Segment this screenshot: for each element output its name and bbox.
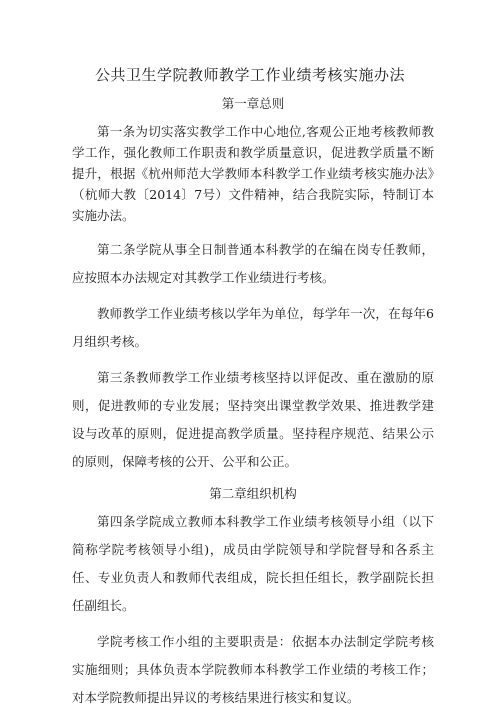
chapter-1-heading: 第一章总则 <box>221 96 285 111</box>
chapter-2-heading: 第二章组织机构 <box>209 486 297 501</box>
article-4-paragraph: 第四条学院成立教师本科教学工作业绩考核领导小组（以下简称学院考核领导小组)，成员由学院领导和学院督导和各系主任、专业负责人和教师代表组成，院长担任组长，教学副院长担任副组长。 <box>72 514 434 613</box>
working-group-duties-paragraph: 学院考核工作小组的主要职责是：依据本办法制定学院考核实施细则；具体负责本学院教师本科教学工作业绩的考核工作；对本学院教师提出异议的考核结果进行核实和复议。 <box>72 634 434 705</box>
document-title: 公共卫生学院教师教学工作业绩考核实施办法 <box>94 66 405 84</box>
document-body <box>72 94 434 712</box>
article-3-paragraph: 第三条教师教学工作业绩考核坚持以评促改、重在激励的原则，促进教师的专业发展；坚持突出课堂教学效果、推进教学建设与改革的原则，促进提高教学质量。坚持程序规范、结果公示的原则，保障考核的公开、公平和公正。 <box>72 370 434 469</box>
assessment-frequency-paragraph: 教师教学工作业绩考核以学年为单位，每学年一次，在每年6月组织考核。 <box>72 306 434 349</box>
article-1-paragraph: 第一条为切实落实教学工作中心地位,客观公正地考核教师教学工作，强化教师工作职责和教学质量意识，促进教学质量不断提升，根据《杭州师范大学教师本科教学工作业绩考核实施办法》（杭师大教〔2014〕7号）文件精神，结合我院实际，特制订本实施办法。 <box>72 124 434 223</box>
article-2-paragraph: 第二条学院从事全日制普通本科教学的在编在岗专任教师，应按照本办法规定对其教学工作业绩进行考核。 <box>72 242 434 285</box>
